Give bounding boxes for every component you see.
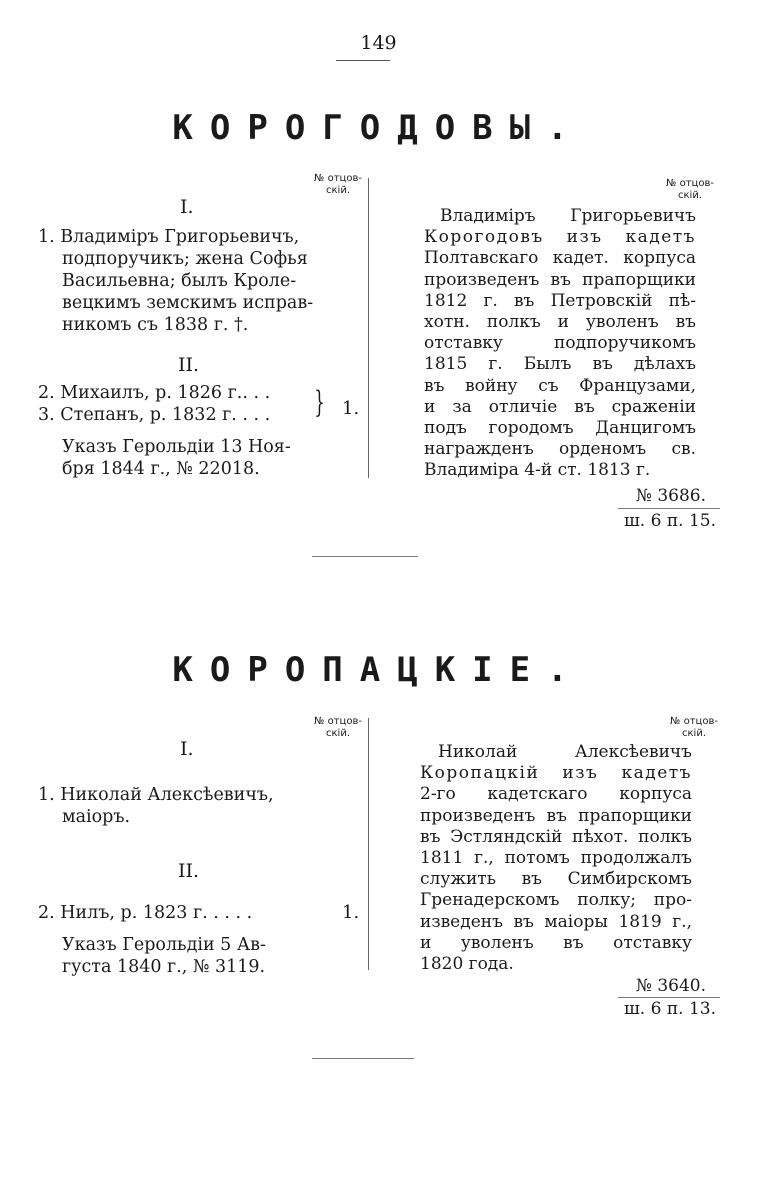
entry-line: 3. Степанъ, р. 1832 г. . . . [38,405,271,425]
page-number-rule [336,60,390,61]
bio-line: въ Эстляндскій пѣхот. полкъ [420,826,692,847]
ukaz-line: Указъ Герольдіи 5 Ав- [62,935,266,955]
ukaz-line: Указъ Герольдіи 13 Ноя- [62,437,291,457]
section1-col-header-right [660,178,720,202]
section1-shelf-mark: ш. 6 п. 15. [623,511,716,531]
section1-record-number: № 3686. [635,486,706,506]
section1-number-rule [618,508,720,509]
section1-entries-2-3 [38,382,358,426]
bio-line: и уволенъ въ отставку [420,932,692,953]
col-header-line: скій. [678,190,702,201]
bio-line: служить въ Симбирскомъ [420,869,692,890]
brace-icon: } [314,385,325,420]
bio-line: 1815 г. Былъ въ дѣлахъ [424,354,696,375]
section1-biography [424,206,696,482]
page-number: 149 [360,32,397,54]
section1-entry-1 [38,226,358,336]
section2-col-header-left [308,716,368,740]
entry-line: 1. Владиміръ Григорьевичъ, [38,227,300,247]
col-header-line: скій. [326,728,350,739]
section2-col-header-right [664,716,724,740]
section1-col-header-left [308,173,368,197]
bio-line: 1811 г., потомъ продолжалъ [420,848,692,869]
entry-line: маіоръ. [62,807,131,827]
bio-line: Владиміра 4-й ст. 1813 г. [424,460,651,481]
entry-line: Васильевна; былъ Кроле- [62,271,297,291]
section2-record-number: № 3640. [635,976,706,996]
bio-line: Николай Алексѣевичъ [438,742,692,762]
bio-line: награжденъ орденомъ св. [424,439,696,460]
section-divider-1 [312,556,418,557]
entry-line: вецкимъ земскимъ исправ- [62,293,314,313]
entry-line: 2. Нилъ, р. 1823 г. . . . . [38,903,253,923]
bio-line: въ войну съ Французами, [424,375,696,396]
section1-roman-1: I. [180,196,194,218]
bio-line: Гренадерскомъ полку; про- [420,890,692,911]
bio-line: произведенъ въ прапорщики [424,269,696,290]
ukaz-line: бря 1844 г., № 22018. [62,459,260,479]
bio-line: 2-го кадетскаго корпуса [420,784,692,805]
entry-line: подпоручикъ; жена Софья [62,249,308,269]
ukaz-line: густа 1840 г., № 3119. [62,957,266,977]
bio-line: 1820 года. [420,954,514,975]
col-header-line: скій. [682,728,706,739]
section2-roman-1: I. [180,738,194,760]
bio-line: Корогодовъ изъ кадетъ [424,227,696,248]
section1-title: КОРОГОДОВЫ. [172,108,585,148]
section2-entry-2 [38,902,358,924]
section2-entry-1 [38,784,358,828]
bio-line: подъ городомъ Данцигомъ [424,418,696,439]
section2-father-ref: 1. [342,902,360,923]
bio-line: изведенъ въ маіоры 1819 г., [420,911,692,932]
section-divider-2 [312,1058,414,1059]
col-header-line: № отцов- [666,178,714,189]
col-header-line: № отцов- [670,716,718,727]
section1-ukaz [62,436,382,480]
bio-line: отставку подпоручикомъ [424,333,696,354]
col-header-line: № отцов- [314,716,362,727]
section2-column-rule [368,718,369,970]
bio-line: Коропацкій изъ кадетъ [420,763,692,784]
section1-roman-2: II. [178,354,200,376]
bio-line: произведенъ въ прапорщики [420,805,692,826]
bio-line: Полтавскаго кадет. корпуса [424,248,696,269]
section2-biography [420,742,692,975]
section2-ukaz [62,934,382,978]
section2-number-rule [618,997,720,998]
bio-line: хотн. полкъ и уволенъ въ [424,312,696,333]
section1-father-ref: 1. [342,398,360,419]
entry-line: никомъ съ 1838 г. †. [62,315,249,335]
section2-shelf-mark: ш. 6 п. 13. [623,999,716,1019]
entry-line: 1. Николай Алексѣевичъ, [38,785,274,805]
section2-roman-2: II. [178,860,200,882]
section1-column-rule [368,178,369,478]
bio-line: и за отличіе въ сраженіи [424,396,696,417]
col-header-line: № отцов- [314,173,362,184]
entry-line: 2. Михаилъ, р. 1826 г.. . . [38,383,271,403]
bio-line: Владиміръ Григорьевичъ [440,206,696,226]
col-header-line: скій. [326,185,350,196]
section2-title: КОРОПАЦКІЕ. [172,650,585,690]
bio-line: 1812 г. въ Петровскій пѣ- [424,290,696,311]
